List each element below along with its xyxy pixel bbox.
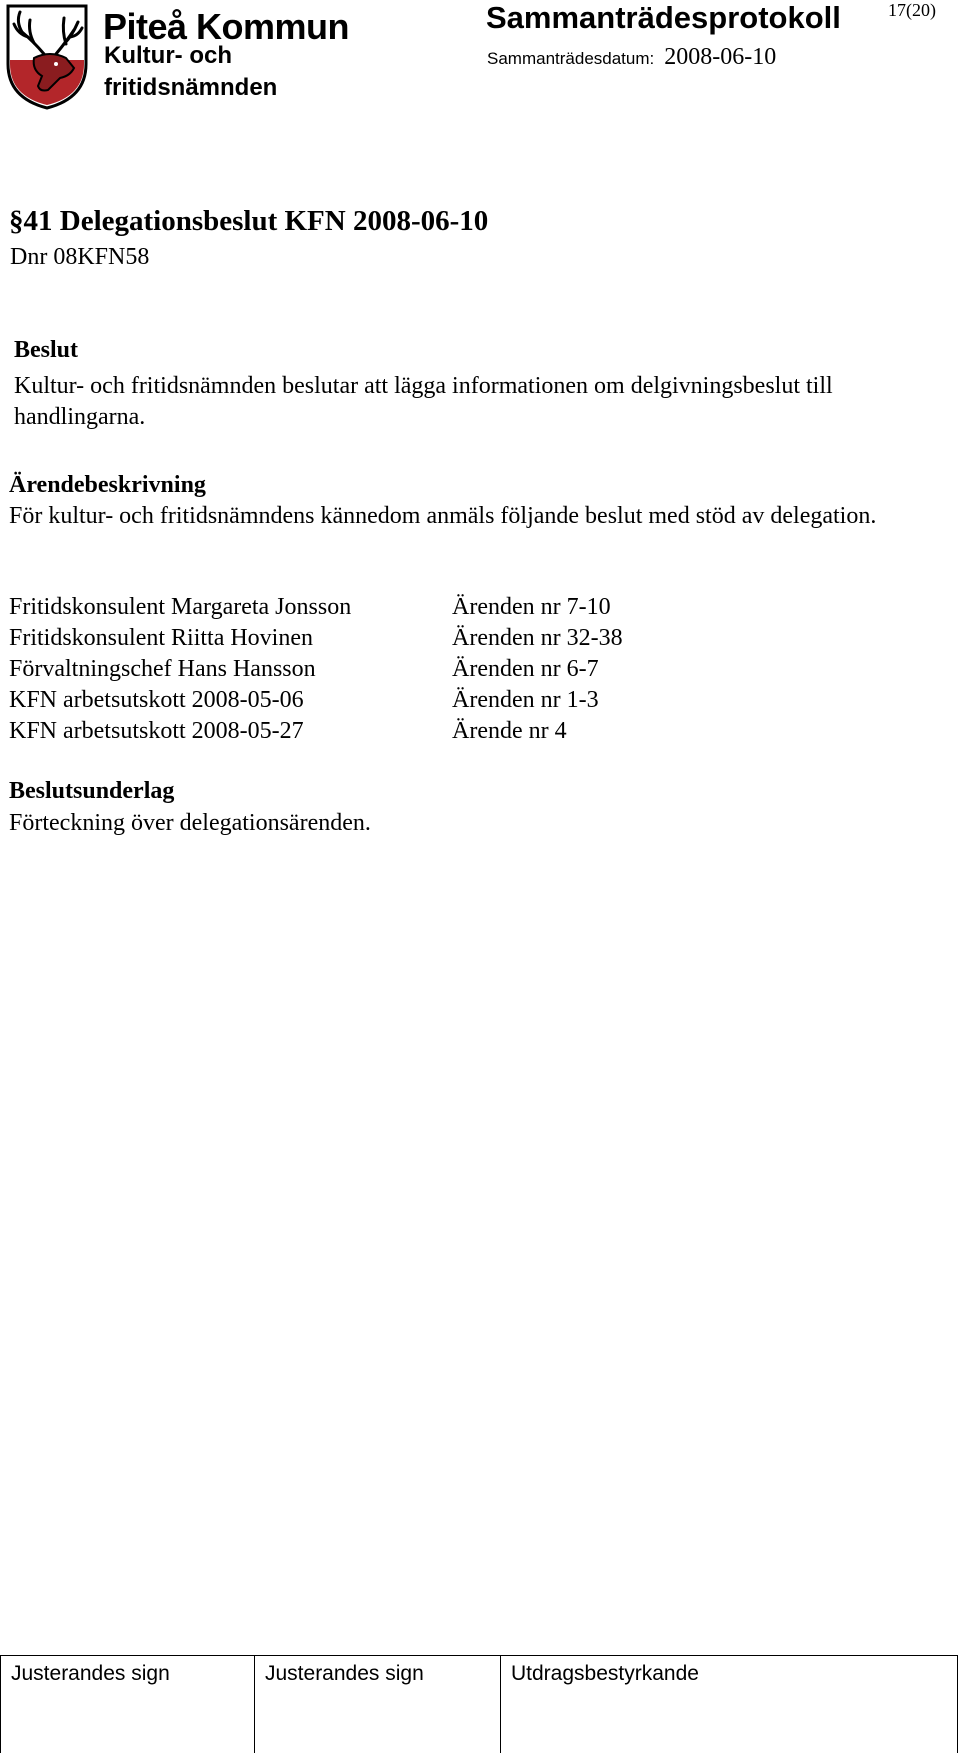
beslut-text: Kultur- och fritidsnämnden beslutar att lägga informationen om delgivningsbeslut till handlingarna. (14, 373, 833, 430)
delegate-cases: Ärenden nr 1-3 (452, 687, 599, 713)
signature-footer (0, 1655, 958, 1753)
meeting-date-value: 2008-06-10 (664, 44, 777, 70)
section-heading: §41 Delegationsbeslut KFN 2008-06-10 (9, 205, 489, 237)
beslut-heading: Beslut (14, 337, 79, 363)
arendebeskrivning-heading: Ärendebeskrivning (9, 472, 206, 498)
reindeer-coat-of-arms-icon (4, 2, 90, 112)
table-row (9, 654, 623, 685)
municipality-name: Piteå Kommun (103, 6, 350, 47)
delegate-cases: Ärenden nr 7-10 (452, 594, 611, 620)
committee-name: Kultur- och fritidsnämnden (104, 42, 278, 101)
table-row (9, 716, 623, 747)
signature-box-utdragsbestyrkande: Utdragsbestyrkande (511, 1662, 699, 1685)
delegate-cases: Ärenden nr 32-38 (452, 625, 623, 651)
signature-box-justerande-1: Justerandes sign (1, 1656, 255, 1753)
delegate-name: Fritidskonsulent Riitta Hovinen (9, 625, 313, 651)
delegate-cases: Ärende nr 4 (452, 718, 567, 744)
table-row (9, 592, 623, 623)
arendebeskrivning-text: För kultur- och fritidsnämndens kännedom anmäls följande beslut med stöd av delegation. (9, 503, 877, 529)
delegate-name: Fritidskonsulent Margareta Jonsson (9, 594, 352, 620)
meeting-date-label: Sammanträdesdatum: (487, 49, 655, 68)
delegate-name: KFN arbetsutskott 2008-05-06 (9, 687, 304, 713)
delegation-table (9, 592, 623, 747)
case-number: Dnr 08KFN58 (10, 244, 150, 270)
table-row (9, 685, 623, 716)
beslutsunderlag-heading: Beslutsunderlag (9, 778, 175, 804)
signature-box-justerande-2: Justerandes sign (255, 1656, 501, 1753)
beslutsunderlag-text: Förteckning över delegationsärenden. (9, 810, 371, 836)
delegate-name: KFN arbetsutskott 2008-05-27 (9, 718, 304, 744)
delegate-cases: Ärenden nr 6-7 (452, 656, 599, 682)
document-title: Sammanträdesprotokoll (486, 0, 841, 35)
table-row (9, 623, 623, 654)
page-number: 17(20) (888, 0, 936, 20)
delegate-name: Förvaltningschef Hans Hansson (9, 656, 316, 682)
meeting-date-row (487, 44, 776, 71)
